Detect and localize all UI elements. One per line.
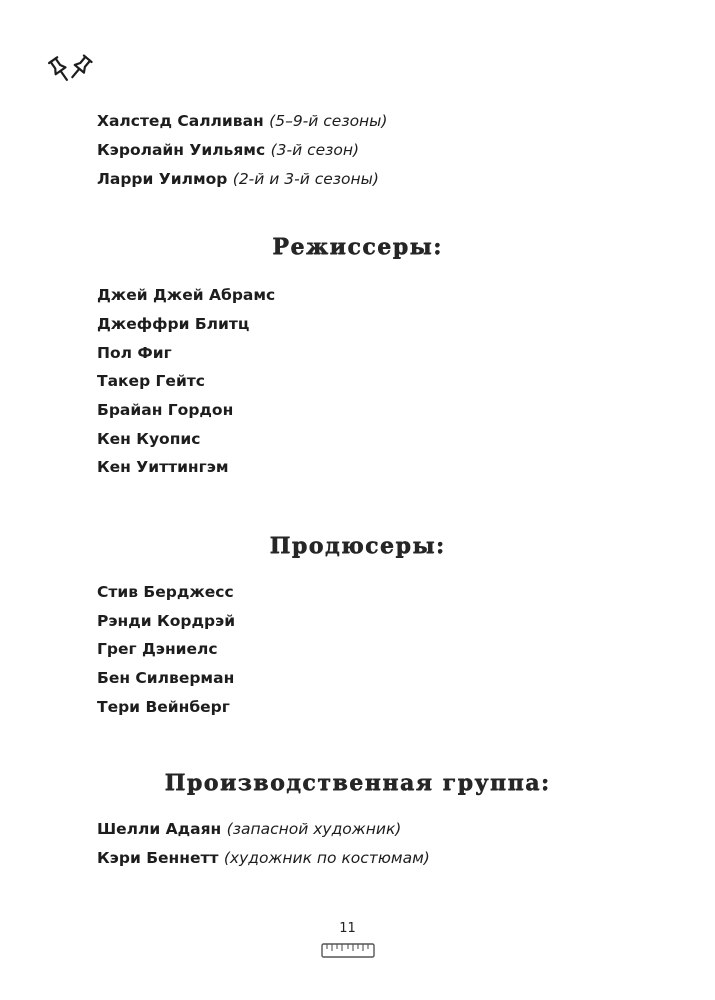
production-team-heading: Производственная группа: bbox=[164, 770, 551, 796]
team-member bbox=[97, 819, 401, 839]
cast-entry bbox=[97, 169, 379, 189]
director-name: Кен Куопис bbox=[97, 430, 201, 448]
cast-entry bbox=[97, 111, 387, 131]
producer-name: Тери Вейнберг bbox=[97, 698, 230, 716]
director-name: Такер Гейтс bbox=[97, 372, 205, 390]
director-name: Джеффри Блитц bbox=[97, 315, 250, 333]
producer-name: Грег Дэниелс bbox=[97, 640, 218, 658]
cast-role: (2-й и 3-й сезоны) bbox=[232, 170, 379, 188]
team-member-role: (запасной художник) bbox=[226, 820, 402, 838]
producer-name: Бен Силверман bbox=[97, 669, 235, 687]
team-member-role: (художник по костюмам) bbox=[223, 849, 430, 867]
cast-role: (5–9-й сезоны) bbox=[269, 112, 388, 130]
director-name: Кен Уиттингэм bbox=[97, 458, 229, 476]
ruler-icon bbox=[321, 941, 375, 959]
director-name: Пол Фиг bbox=[97, 344, 172, 362]
producer-name: Стив Берджесс bbox=[97, 583, 234, 601]
producers-heading: Продюсеры: bbox=[269, 533, 446, 559]
pushpins-icon bbox=[44, 48, 96, 92]
page-number: 11 bbox=[339, 921, 356, 936]
cast-name: Кэролайн Уильямс bbox=[97, 141, 266, 159]
team-member-name: Шелли Адаян bbox=[97, 820, 222, 838]
cast-role: (3-й сезон) bbox=[270, 141, 360, 159]
director-name: Брайан Гордон bbox=[97, 401, 234, 419]
cast-name: Ларри Уилмор bbox=[97, 170, 228, 188]
cast-entry bbox=[97, 140, 359, 160]
director-name: Джей Джей Абрамс bbox=[97, 286, 276, 304]
team-member-name: Кэри Беннетт bbox=[97, 849, 219, 867]
producer-name: Рэнди Кордрэй bbox=[97, 612, 236, 630]
directors-heading: Режиссеры: bbox=[272, 234, 443, 260]
cast-name: Халстед Салливан bbox=[97, 112, 264, 130]
team-member bbox=[97, 848, 430, 868]
